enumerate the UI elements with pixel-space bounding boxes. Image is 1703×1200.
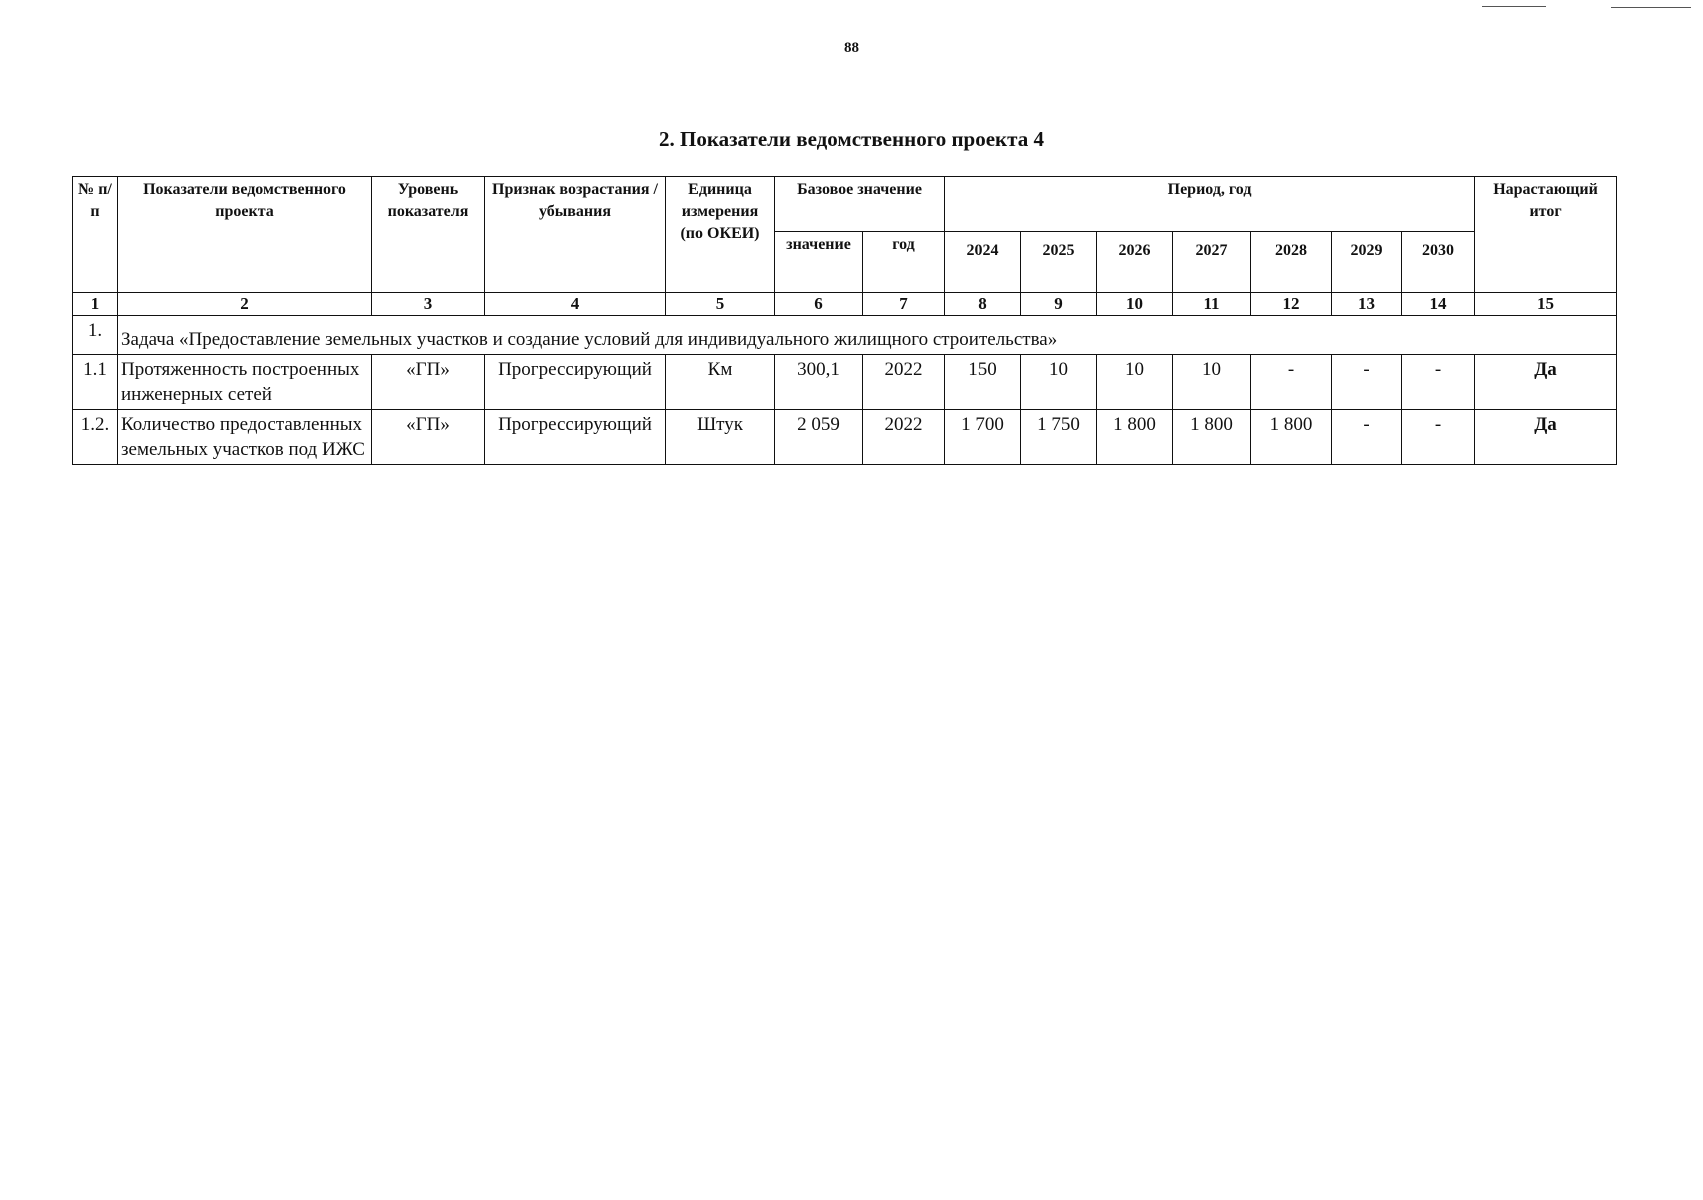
- row-value-2024: 1 700: [945, 410, 1021, 465]
- page-number: 88: [844, 40, 859, 56]
- scan-artifact-line: [1611, 7, 1691, 8]
- row-cumulative: Да: [1475, 355, 1617, 410]
- table-row: [73, 355, 1617, 410]
- row-sign: Прогрессирующий: [485, 355, 666, 410]
- header-year-2030: 2030: [1402, 232, 1475, 293]
- task-row: [73, 316, 1617, 355]
- header-year-2029: 2029: [1332, 232, 1402, 293]
- row-base-value: 2 059: [775, 410, 863, 465]
- column-number: 3: [372, 293, 485, 316]
- column-number: 6: [775, 293, 863, 316]
- column-number: 12: [1251, 293, 1332, 316]
- column-number: 1: [73, 293, 118, 316]
- task-num: 1.: [73, 316, 118, 355]
- row-value-2025: 1 750: [1021, 410, 1097, 465]
- header-year-2025: 2025: [1021, 232, 1097, 293]
- header-level: Уровень показателя: [372, 177, 485, 293]
- row-level: «ГП»: [372, 410, 485, 465]
- header-base: Базовое значение: [775, 177, 945, 232]
- column-number: 10: [1097, 293, 1173, 316]
- row-value-2028: 1 800: [1251, 410, 1332, 465]
- row-indicator-name: Количество предоставленных земельных участков под ИЖС: [118, 410, 372, 465]
- row-base-year: 2022: [863, 410, 945, 465]
- column-number: 15: [1475, 293, 1617, 316]
- task-text: Задача «Предоставление земельных участков и создание условий для индивидуального жилищного строительства»: [118, 316, 1617, 355]
- column-number: 7: [863, 293, 945, 316]
- header-base-value: значение: [775, 232, 863, 293]
- row-value-2027: 1 800: [1173, 410, 1251, 465]
- row-value-2029: -: [1332, 410, 1402, 465]
- row-num: 1.2.: [73, 410, 118, 465]
- column-numbers-row: [73, 293, 1617, 316]
- row-value-2025: 10: [1021, 355, 1097, 410]
- column-number: 5: [666, 293, 775, 316]
- header-year-2027: 2027: [1173, 232, 1251, 293]
- row-base-value: 300,1: [775, 355, 863, 410]
- column-number: 11: [1173, 293, 1251, 316]
- column-number: 4: [485, 293, 666, 316]
- row-unit: Штук: [666, 410, 775, 465]
- row-base-year: 2022: [863, 355, 945, 410]
- scan-artifact-line: [1482, 6, 1546, 7]
- row-level: «ГП»: [372, 355, 485, 410]
- column-number: 13: [1332, 293, 1402, 316]
- row-sign: Прогрессирующий: [485, 410, 666, 465]
- column-number: 2: [118, 293, 372, 316]
- page-title: 2. Показатели ведомственного проекта 4: [659, 127, 1044, 151]
- column-number: 8: [945, 293, 1021, 316]
- row-value-2030: -: [1402, 355, 1475, 410]
- row-indicator-name: Протяженность построенных инженерных сетей: [118, 355, 372, 410]
- header-sign: Признак возрастания / убывания: [485, 177, 666, 293]
- header-year-2026: 2026: [1097, 232, 1173, 293]
- row-num: 1.1: [73, 355, 118, 410]
- row-value-2026: 10: [1097, 355, 1173, 410]
- row-value-2028: -: [1251, 355, 1332, 410]
- header-year-2028: 2028: [1251, 232, 1332, 293]
- header-indicator: Показатели ведомственного проекта: [118, 177, 372, 293]
- row-value-2027: 10: [1173, 355, 1251, 410]
- row-unit: Км: [666, 355, 775, 410]
- header-base-year: год: [863, 232, 945, 293]
- header-row-1: [73, 177, 1617, 232]
- header-num: № п/п: [73, 177, 118, 293]
- row-cumulative: Да: [1475, 410, 1617, 465]
- row-value-2030: -: [1402, 410, 1475, 465]
- row-value-2024: 150: [945, 355, 1021, 410]
- table-row: [73, 410, 1617, 465]
- header-year-2024: 2024: [945, 232, 1021, 293]
- row-value-2026: 1 800: [1097, 410, 1173, 465]
- indicators-table: [72, 176, 1617, 465]
- header-period: Период, год: [945, 177, 1475, 232]
- column-number: 14: [1402, 293, 1475, 316]
- row-value-2029: -: [1332, 355, 1402, 410]
- header-unit: Единица измерения (по ОКЕИ): [666, 177, 775, 293]
- column-number: 9: [1021, 293, 1097, 316]
- header-cumulative: Нарастающий итог: [1475, 177, 1617, 293]
